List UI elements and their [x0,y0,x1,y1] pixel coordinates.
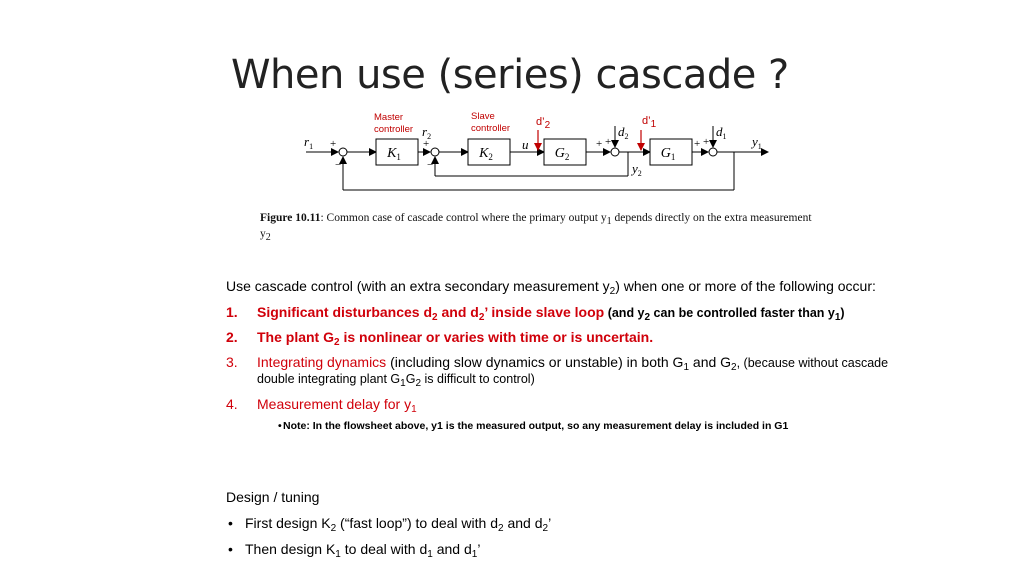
minus-sign: − [335,159,342,171]
summing-junction-2 [431,148,439,156]
plus-sign: + [596,138,603,150]
master-controller-label: Master controller [374,112,414,135]
slide-body [226,277,926,435]
g1-label: $G_1$ [660,146,676,162]
design-heading: Design / tuning [226,489,320,505]
note-item: • Note: In the flowsheet above, y1 is the measured output, so any measurement delay is included in G1 [278,420,789,432]
y2-signal-label: $y_2$ [632,161,642,178]
slave-controller-label: Slave controller [471,111,511,134]
g2-label: $G_2$ [554,146,570,162]
r1-signal-label: $r_1$ [304,134,314,151]
summing-junction-3 [611,148,619,156]
intro-paragraph: Use cascade control (with an extra secondary measurement $y_2$) when one or more of the following occur: [226,278,876,297]
y1-signal-label: $y_1$ [752,134,762,151]
k1-label: $K_1$ [387,146,401,162]
figure-caption: Figure 10.11: Common case of cascade control where the primary output $y_1$ depends directly on the extra measurement $y_2$ [260,212,812,243]
summing-junction-4 [709,148,717,156]
d1-prime-label: $d’_1$ [642,115,657,130]
plus-sign: + [703,136,710,148]
plus-sign: + [605,136,612,148]
plus-sign: + [423,138,430,150]
list-item: 3. Integrating dynamics (including slow dynamics or unstable) in both $G_1$ and $G_2$, (because without cascade double integrating plant $G_1G_2$ is difficult to control) [226,354,889,389]
d2-prime-label: $d’_2$ [536,116,551,131]
k2-label: $K_2$ [479,146,493,162]
d1-signal-label: $d_1$ [716,124,727,141]
list-item: 4. Measurement delay for $y_1$ [226,396,417,415]
plus-sign: + [694,138,701,150]
list-item: • Then design $K_1$ to deal with $d_1$ and $d_1$’ [228,541,481,560]
design-section [226,488,926,558]
plus-sign: + [330,138,337,150]
slide-title: When use (series) cascade ? [231,52,789,98]
minus-sign: − [427,159,434,171]
summing-junction-1 [339,148,347,156]
list-item: 1. Significant disturbances $d_2$ and $d_2$’ inside slave loop (and $y_2$ can be controlled faster than $y_1$) [226,304,845,323]
list-item: 2. The plant $G_2$ is nonlinear or varies with time or is uncertain. [226,329,654,348]
r2-signal-label: $r_2$ [422,124,432,141]
u-signal-label: u [522,137,529,152]
d2-signal-label: $d_2$ [618,124,629,141]
list-item: • First design $K_2$ (“fast loop”) to deal with $d_2$ and $d_2$’ [228,515,552,534]
